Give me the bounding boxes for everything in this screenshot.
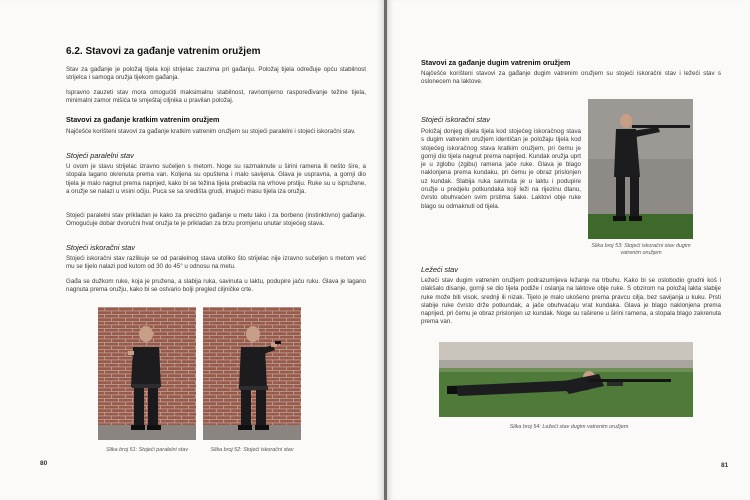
parallel-stance-paragraph-1: U ovom je stavu strijelac izravno sučeljen s metom. Noge su razmaknute u širini ramena ili nešto šire, a stopala lagano okrenuta prema van. Koljena su opuštena i malo savijena. Glava je uspravna, a gornji dio tijela je malo nagnut prema naprijed, kako bi se težina tijela prebacila na vrhove prstiju. Ruke su u ispružene, a oružje se nalazi u visini očiju. Puca se sa središta grudi, imajući masu tijela iza oružja.: [66, 163, 366, 195]
prone-stance-title: Ležeći stav: [421, 265, 458, 274]
standing-stance-title: Stojeći iskoračni stav: [421, 115, 491, 124]
photo-prone-stance: [439, 342, 693, 417]
standing-stance-paragraph: Položaj donjeg dijela tijela kod stojećeg iskoračnog stava s dugim vatrenim oružjem identičan je položaju tijela kod stojećeg iskoračnog stava kratkim oružjem, pri čemu je gornji dio tijela nagnut prema naprijed. Kundak oružja uprt je u zglobu (zgibu) ramena jače ruke. Glava je blago naklonjena prema kundaku, pri čemu je obraz prislonjen uz kundak. Slabija ruka savinuta je u laktu i podupire oružje u predjelu potkundaka koji leži na rijezinu dlanu, čvrsto obuhvaćen svim prstima šake. Laktovi obje ruke blago su odmaknuti od tijela.: [421, 128, 581, 210]
step-stance-title: Stojeći iskoračni stav: [66, 243, 136, 252]
section-title: 6.2. Stavovi za gađanje vatrenim oružjem: [66, 46, 261, 57]
page-number-right: 81: [721, 462, 729, 469]
parallel-stance-paragraph-2: Stojeći paralelni stav prikladan je kako za precizno gađanje u metu tako i za borbeno (instinktivno) gađanje. Omogućuje dobar dvoručni hvat oružja te je prikladan za brzu promjenu unutar stojećeg stava.: [66, 212, 366, 228]
intro-paragraph-2: Ispravno zauzeti stav mora omogućiti maksimalnu stabilnost, ravnomjerno raspoređivanje težine tijela, minimalni zamor mišića te smještaj ciljnika u pravilan položaj.: [66, 89, 366, 105]
photo-parallel-stance: [98, 307, 196, 440]
caption-figure-51: Slika broj 51: Stojeći paralelni stav: [105, 447, 189, 453]
subsection-intro: Najčešće korišteni stavovi za gađanje kratkim vatrenim oružjem su stojeći paralelni i stojeći iskoračni stav.: [66, 128, 356, 135]
long-weapon-intro: Najčešće korišteni stavovi za gađanje dugim vatrenim oružjem su stojeći iskoračni stav i ležeći stav s oslonecem na laktove.: [421, 70, 721, 86]
long-weapon-title: Stavovi za gađanje dugim vatrenim oružjem: [421, 58, 571, 67]
caption-figure-54: Slika broj 54: Ležeći stav dugim vatrenim oružjem: [509, 424, 629, 430]
page-number-left: 80: [40, 460, 48, 467]
caption-figure-53: Slika broj 53: Stojeći iskoračni stav dugim vatrenim oružjem: [591, 243, 691, 256]
photo-long-weapon-standing: [588, 99, 693, 239]
right-page: [387, 0, 750, 500]
step-stance-paragraph-1: Stojeći iskoračni stav razlikuje se od paralelnog stava utoliko što strijelac nije izravno sučeljen s metom već mu se tijelo nalazi pod kutom od 30 do 45° u odnosu na metu.: [66, 255, 366, 271]
parallel-stance-title: Stojeći paralelni stav: [66, 151, 134, 160]
subsection-title: Stavovi za gađanje kratkim vatrenim oružjem: [66, 115, 220, 124]
intro-paragraph-1: Stav za gađanje je položaj tijela koji strijelac zauzima pri gađanju. Položaj tijela određuje opću stabilnost strijelca i samoga oružja tijekom gađanja.: [66, 66, 366, 82]
photo-step-stance: [203, 307, 301, 440]
prone-stance-paragraph: Ležeći stav dugim vatrenim oružjem podrazumijeva ležanje na trbuhu. Kako bi se oslobodio grudni koš i olakšalo disanje, gornji se dio tijela podiže i oslanja na laktove obje ruke. S obzirom na položaj lakta slabije ruke može biti visok, srednji ili nizak. Tijelo je malo ukošeno prema pravcu cilja, bez savijanja u kuku. Prsti slabije ruke čvrsto drže potkundak, a jače obuhvaćaju vrat kundaka. Glava je blago naklonjena prema naprijed, pri čemu je obraz prislonjen uz kundak. Noge su raširene u širini ramena, a stopala blago zakrenuta prema van.: [421, 277, 721, 326]
step-stance-paragraph-2: Gađa se dužkom ruke, koja je pružena, a slabija ruka, savinuta u laktu, podupire jaču ruku. Glava je lagano nagnuta prema oružju, kako bi se ostvario bolji pregled ciljničke crte.: [66, 278, 366, 294]
caption-figure-52: Slika broj 52: Stojeći iskoračni stav: [210, 447, 294, 453]
